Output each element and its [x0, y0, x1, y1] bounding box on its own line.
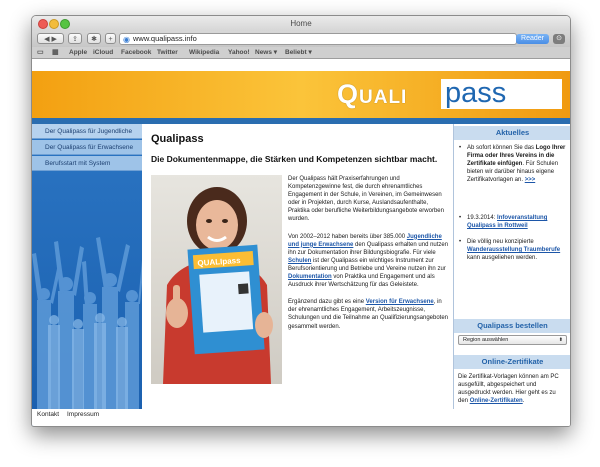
web-page	[32, 59, 570, 426]
link-version-erwachsene[interactable]: Version für Erwachsene	[365, 299, 434, 306]
right-sidebar	[453, 124, 571, 426]
link-jugendliche[interactable]: Jugendliche und junge Erwachsene	[288, 233, 442, 248]
region-select-value: Region auswählen	[463, 337, 509, 343]
zert-text-a: Die Zertifikat-Vorlagen können am PC ausgefüllt, abgespeichert und ausgedruckt werden. Hier geht es zu den	[458, 374, 559, 404]
plus-icon: +	[108, 36, 113, 43]
nav-item-berufsstart[interactable]: Berufsstart mit System	[32, 156, 142, 171]
grid-icon[interactable]: ▦	[52, 49, 59, 56]
bookmark-beliebt[interactable]: Beliebt ▾	[285, 49, 312, 56]
share-button[interactable]	[68, 33, 82, 44]
bullet-icon: •	[459, 145, 462, 151]
bestellen-heading: Qualipass bestellen	[454, 319, 571, 333]
intro-text	[288, 175, 450, 340]
minimize-window-button[interactable]	[49, 19, 59, 29]
page-title: Qualipass	[151, 133, 204, 145]
link-online-zertifikate[interactable]: Online-Zertifikaten	[469, 398, 523, 404]
aktuelles-heading: Aktuelles	[454, 126, 571, 140]
logo-pass-text: pass	[445, 77, 507, 109]
bookmarks-bar	[32, 47, 570, 59]
link-schulen[interactable]: Schulen	[288, 257, 312, 264]
news1-text-b: . Für Schulen bieten wir darüber hinaus eigene Zertifikatvorlagen an.	[467, 161, 559, 183]
globe-icon: ◉	[123, 35, 130, 44]
folder-logo-text: QUALIpass	[197, 255, 241, 268]
back-forward-buttons[interactable]	[37, 33, 64, 44]
news3-link[interactable]: Wanderausstellung Traumberufe	[467, 247, 561, 253]
p2-text-b: den Qualipass erhalten und nutzen ihn zur Dokumentation ihrer Bildungsbiografie. Für viele	[288, 241, 449, 256]
bullet-icon: •	[459, 239, 462, 245]
zertifikate-text	[458, 373, 567, 405]
intro-paragraph-1: Der Qualipass hält Praxiserfahrungen und Kompetenzgewinne fest, die durch ehrenamtliches Engagement in der Schule, in Vereinen, im Gemeinwesen oder in Projekten, durch Kurse, Auslandsaufenthalte, Praktika oder berufliche Weiterbildungsangebote erworben wurden.	[288, 176, 444, 223]
share-icon: ⇪	[72, 36, 78, 43]
bookmark-wikipedia[interactable]: Wikipedia	[189, 49, 220, 56]
link-dokumentation[interactable]: Dokumentation	[288, 274, 332, 281]
intro-paragraph-3	[288, 298, 450, 330]
p3-text-b: , in der ehrenamtliches Engagement, Arbeitszeugnisse, Schulungen und die Teilnahme an Qualifizierungsangeboten gesammelt werden.	[288, 299, 449, 330]
footer-link-kontakt[interactable]: Kontakt	[37, 411, 60, 418]
downloads-button[interactable]	[553, 34, 565, 44]
news-item-logo	[459, 144, 567, 184]
book-icon[interactable]: ▭	[37, 49, 44, 56]
zoom-window-button[interactable]	[60, 19, 70, 29]
close-window-button[interactable]	[38, 19, 48, 29]
region-select[interactable]	[458, 335, 567, 345]
bookmark-apple[interactable]: Apple	[69, 49, 88, 56]
page-footer	[32, 409, 570, 426]
logo-quali-text: Quali	[337, 79, 408, 109]
footer-link-impressum[interactable]: Impressum	[67, 411, 100, 418]
bookmark-facebook[interactable]: Facebook	[121, 49, 152, 56]
download-icon: ⊙	[556, 35, 562, 42]
news3-text-b: kann ausgeliehen werden.	[467, 255, 538, 261]
cheering-crowd-illustration	[32, 224, 142, 419]
news-item-wanderausstellung	[459, 238, 567, 262]
p3-text-a: Ergänzend dazu gibt es eine	[288, 299, 366, 306]
nav-item-jugendliche[interactable]: Der Qualipass für Jugendliche	[32, 124, 142, 139]
browser-window	[31, 15, 571, 427]
news3-text-a: Die völlig neu konzipierte	[467, 239, 534, 245]
site-banner	[32, 71, 570, 118]
banner-top-margin	[32, 59, 570, 71]
bookmark-news[interactable]: News ▾	[255, 49, 278, 56]
zertifikate-heading: Online-Zertifikate	[454, 355, 571, 369]
reader-button[interactable]: Reader	[516, 34, 549, 44]
intro-paragraph-2	[288, 233, 450, 290]
bullet-icon: •	[459, 215, 462, 221]
title-bar	[32, 16, 570, 31]
page-subtitle: Die Dokumentenmappe, die Stärken und Kompetenzen sichtbar macht.	[151, 154, 438, 164]
woman-with-qualipass-photo	[151, 175, 282, 384]
p2-text-c: ist der Qualipass ein wichtiges Instrument zur Berufsorientierung und Betriebe und Vereine nutzen ihn zur	[288, 257, 446, 272]
window-title: Home	[290, 19, 312, 28]
news1-more-link[interactable]: >>>	[524, 177, 536, 183]
news1-text-a: Ab sofort können Sie das	[467, 145, 536, 151]
new-tab-button[interactable]	[105, 33, 116, 44]
main-content	[142, 124, 453, 426]
news1-bold: Logo Ihrer Firma oder Ihres Vereins in die Zertifikate einfügen	[467, 145, 566, 167]
bookmark-twitter[interactable]: Twitter	[157, 49, 178, 56]
bookmark-yahoo[interactable]: Yahoo!	[228, 49, 250, 56]
extensions-button[interactable]	[87, 33, 101, 44]
zert-text-b: .	[522, 398, 525, 404]
p2-text-a: Von 2002–2012 haben bereits über 385.000	[288, 233, 407, 240]
back-arrow-icon[interactable]: ◀	[44, 36, 50, 43]
forward-arrow-icon[interactable]: ▶	[51, 36, 57, 43]
news2-link[interactable]: Infoveranstaltung Qualipass in Rottweil	[467, 215, 548, 229]
address-bar[interactable]	[119, 33, 517, 45]
left-navigation	[32, 124, 142, 426]
news2-text-a: 19.3.2014:	[467, 215, 498, 221]
browser-toolbar	[32, 31, 570, 47]
photo-illustration	[151, 175, 282, 384]
nav-item-erwachsene[interactable]: Der Qualipass für Erwachsene	[32, 140, 142, 155]
news-item-rottweil	[459, 214, 567, 230]
address-bar-url: www.qualipass.info	[133, 34, 197, 43]
select-arrows-icon: ⬍	[558, 337, 563, 343]
puzzle-icon: ✱	[91, 36, 97, 43]
bookmark-icloud[interactable]: iCloud	[93, 49, 114, 56]
p2-text-d: von Praktika und Engagement und als Ausdruck ihrer Wertschätzung für das Geleistete.	[288, 274, 435, 289]
